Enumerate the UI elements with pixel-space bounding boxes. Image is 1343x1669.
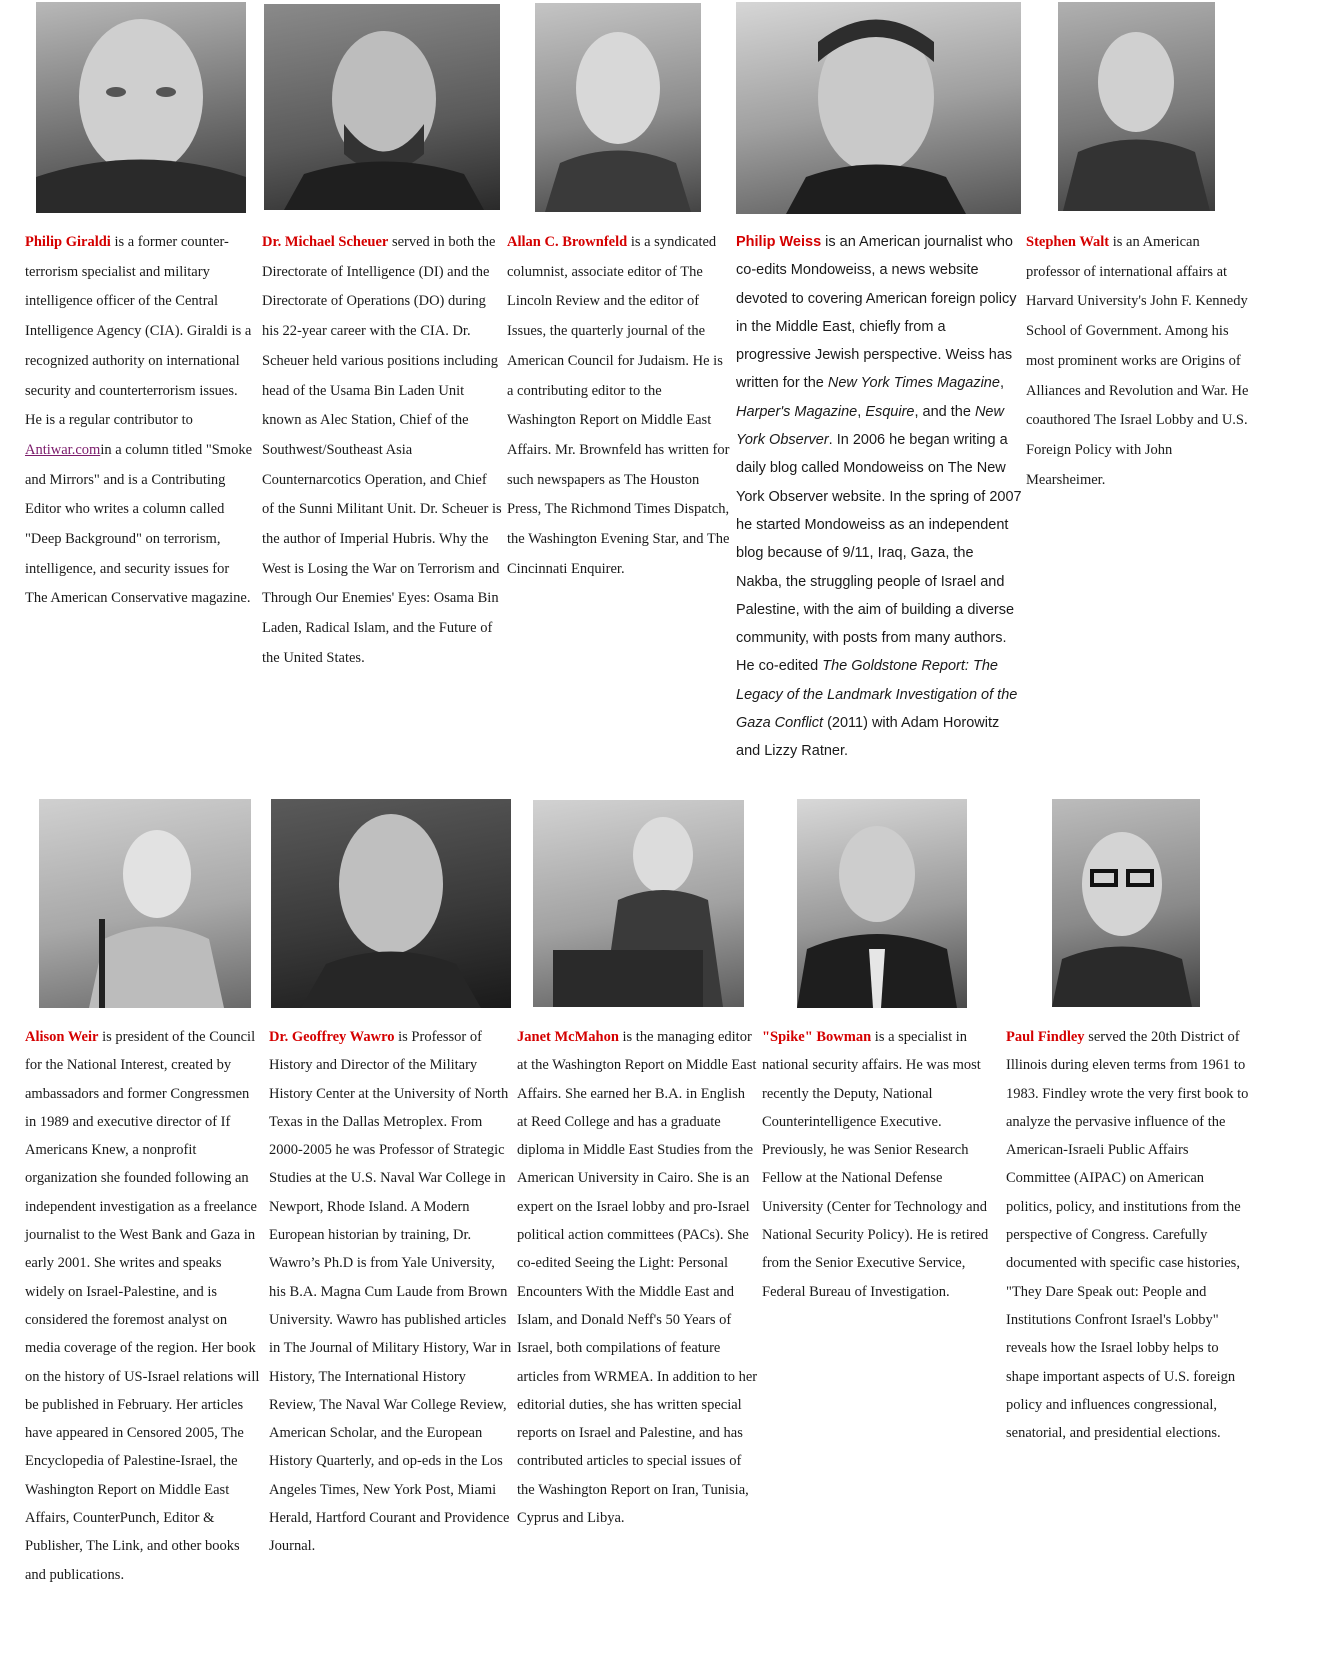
name-geoffrey-wawro: Dr. Geoffrey Wawro <box>269 1029 395 1045</box>
antiwar-link[interactable]: Antiwar.com <box>25 441 101 458</box>
bio-paul-findley: Paul Findley served the 20th District of Illinois during eleven terms from 1961 to 1983. Findley wrote the very first book to analyze the pervasive influence of the American-Israeli Public Affairs Committee (AIPAC) on American politics, policy, and institutions from the perspective of Congress. Carefully documented with specific case histories, "They Dare Speak out: People and Institutions Confront Israel's Lobby" reveals how the Israel lobby helps to shape important aspects of U.S. foreign policy and influences congressional, senatorial, and presidential elections. <box>1006 1029 1249 1442</box>
bio-philip-giraldi: Philip Giraldi is a former counter-terrorism specialist and military intelligence officer of the Central Intelligence Agency (CIA). Giraldi is a recognized authority on international security and counterterrorism issues. He is a regular contributor to Antiwar.comin a column titled "Smoke and Mirrors" and is a Contributing Editor who writes a column called "Deep Background" on terrorism, intelligence, and security issues for The American Conservative magazine. <box>25 234 253 607</box>
name-philip-giraldi: Philip Giraldi <box>25 234 111 250</box>
portrait-alison-weir <box>39 799 251 1008</box>
bio-philip-weiss: Philip Weiss is an American journalist who co-edits Mondoweiss, a news website devoted to covering American foreign policy in the Middle East, chiefly from a progressive Jewish perspective. Weiss has written for the New York Times Magazine, Harper's Magazine, Esquire, and the New York Observer. In 2006 he began writing a daily blog called Mondoweiss on The New York Observer website. In the spring of 2007 he started Mondoweiss as an independent blog because of 9/11, Iraq, Gaza, the Nakba, the struggling people of Israel and Palestine, with the aim of building a diverse community, with posts from many authors. He co-edited The Goldstone Report: The Legacy of the Landmark Investigation of the Gaza Conflict (2011) with Adam Horowitz and Lizzy Ratner. <box>736 234 1022 760</box>
portrait-philip-weiss <box>736 2 1021 214</box>
bio-spike-bowman: "Spike" Bowman is a specialist in national security affairs. He was most recently the Deputy, National Counterintelligence Executive. Previously, he was Senior Research Fellow at the National Defense University (Center for Technology and National Security Policy). He is retired from the Senior Executive Service, Federal Bureau of Investigation. <box>762 1029 989 1300</box>
bio-michael-scheuer: Dr. Michael Scheuer served in both the Directorate of Intelligence (DI) and the Directorate of Operations (DO) during his 22-year career with the CIA. Dr. Scheuer held various positions including head of the Usama Bin Laden Unit known as Alec Station, Chief of the Southwest/Southeast Asia Counternarcotics Operation, and Chief of the Sunni Militant Unit. Dr. Scheuer is the author of Imperial Hubris. Why the West is Losing the War on Terrorism and Through Our Enemies' Eyes: Osama Bin Laden, Radical Islam, and the Future of the United States. <box>262 234 502 666</box>
name-allan-brownfeld: Allan C. Brownfeld <box>507 234 628 250</box>
portrait-janet-mcmahon <box>533 800 744 1007</box>
portrait-allan-brownfeld <box>535 3 701 212</box>
name-spike-bowman: "Spike" Bowman <box>762 1029 872 1045</box>
portrait-paul-findley <box>1052 799 1200 1007</box>
name-philip-weiss: Philip Weiss <box>736 234 822 250</box>
portrait-geoffrey-wawro <box>271 799 511 1008</box>
portrait-michael-scheuer <box>264 4 500 210</box>
bio-geoffrey-wawro: Dr. Geoffrey Wawro is Professor of History and Director of the Military History Center at the University of North Texas in the Dallas Metroplex. From 2000-2005 he was Professor of Strategic Studies at the U.S. Naval War College in Newport, Rhode Island. A Modern European historian by training, Dr. Wawro’s Ph.D is from Yale University, his B.A. Magna Cum Laude from Brown University. Wawro has published articles in The Journal of Military History, War in History, The International History Review, The Naval War College Review, American Scholar, and the European History Quarterly, and op-eds in the Los Angeles Times, New York Post, Miami Herald, Hartford Courant and Providence Journal. <box>269 1029 512 1555</box>
portrait-spike-bowman <box>797 799 967 1008</box>
bio-stephen-walt: Stephen Walt is an American professor of international affairs at Harvard University's John F. Kennedy School of Government. Among his most prominent works are Origins of Alliances and Revolution and War. He coauthored The Israel Lobby and U.S. Foreign Policy with John Mearsheimer. <box>1026 234 1249 488</box>
name-paul-findley: Paul Findley <box>1006 1029 1085 1045</box>
portrait-stephen-walt <box>1058 2 1215 211</box>
name-janet-mcmahon: Janet McMahon <box>517 1029 619 1045</box>
portrait-philip-giraldi <box>36 2 246 213</box>
bio-janet-mcmahon: Janet McMahon is the managing editor at the Washington Report on Middle East Affairs. She earned her B.A. in English at Reed College and has a graduate diploma in Middle East Studies from the American University in Cairo. She is an expert on the Israel lobby and pro-Israel political action committees (PACs). She co-edited Seeing the Light: Personal Encounters With the Middle East and Islam, and Donald Neff's 50 Years of Israel, both compilations of feature articles from WRMEA. In addition to her editorial duties, she has written special reports on Israel and Palestine, and has contributed articles to special issues of the Washington Report on Iran, Tunisia, Cyprus and Libya. <box>517 1029 758 1527</box>
name-alison-weir: Alison Weir <box>25 1029 99 1045</box>
name-stephen-walt: Stephen Walt <box>1026 234 1110 250</box>
name-michael-scheuer: Dr. Michael Scheuer <box>262 234 389 250</box>
bio-allan-brownfeld: Allan C. Brownfeld is a syndicated columnist, associate editor of The Lincoln Review and the editor of Issues, the quarterly journal of the American Council for Judaism. He is a contributing editor to the Washington Report on Middle East Affairs. Mr. Brownfeld has written for such newspapers as The Houston Press, The Richmond Times Dispatch, the Washington Evening Star, and The Cincinnati Enquirer. <box>507 234 730 577</box>
bio-alison-weir: Alison Weir is president of the Council for the National Interest, created by ambassadors and former Congressmen in 1989 and executive director of If Americans Knew, a nonprofit organization she founded following an independent investigation as a freelance journalist to the West Bank and Gaza in early 2001. She writes and speaks widely on Israel-Palestine, and is considered the foremost analyst on media coverage of the region. Her book on the history of US-Israel relations will be published in February. Her articles have appeared in Censored 2005, The Encyclopedia of Palestine-Israel, the Washington Report on Middle East Affairs, CounterPunch, Editor & Publisher, The Link, and other books and publications. <box>25 1029 260 1583</box>
